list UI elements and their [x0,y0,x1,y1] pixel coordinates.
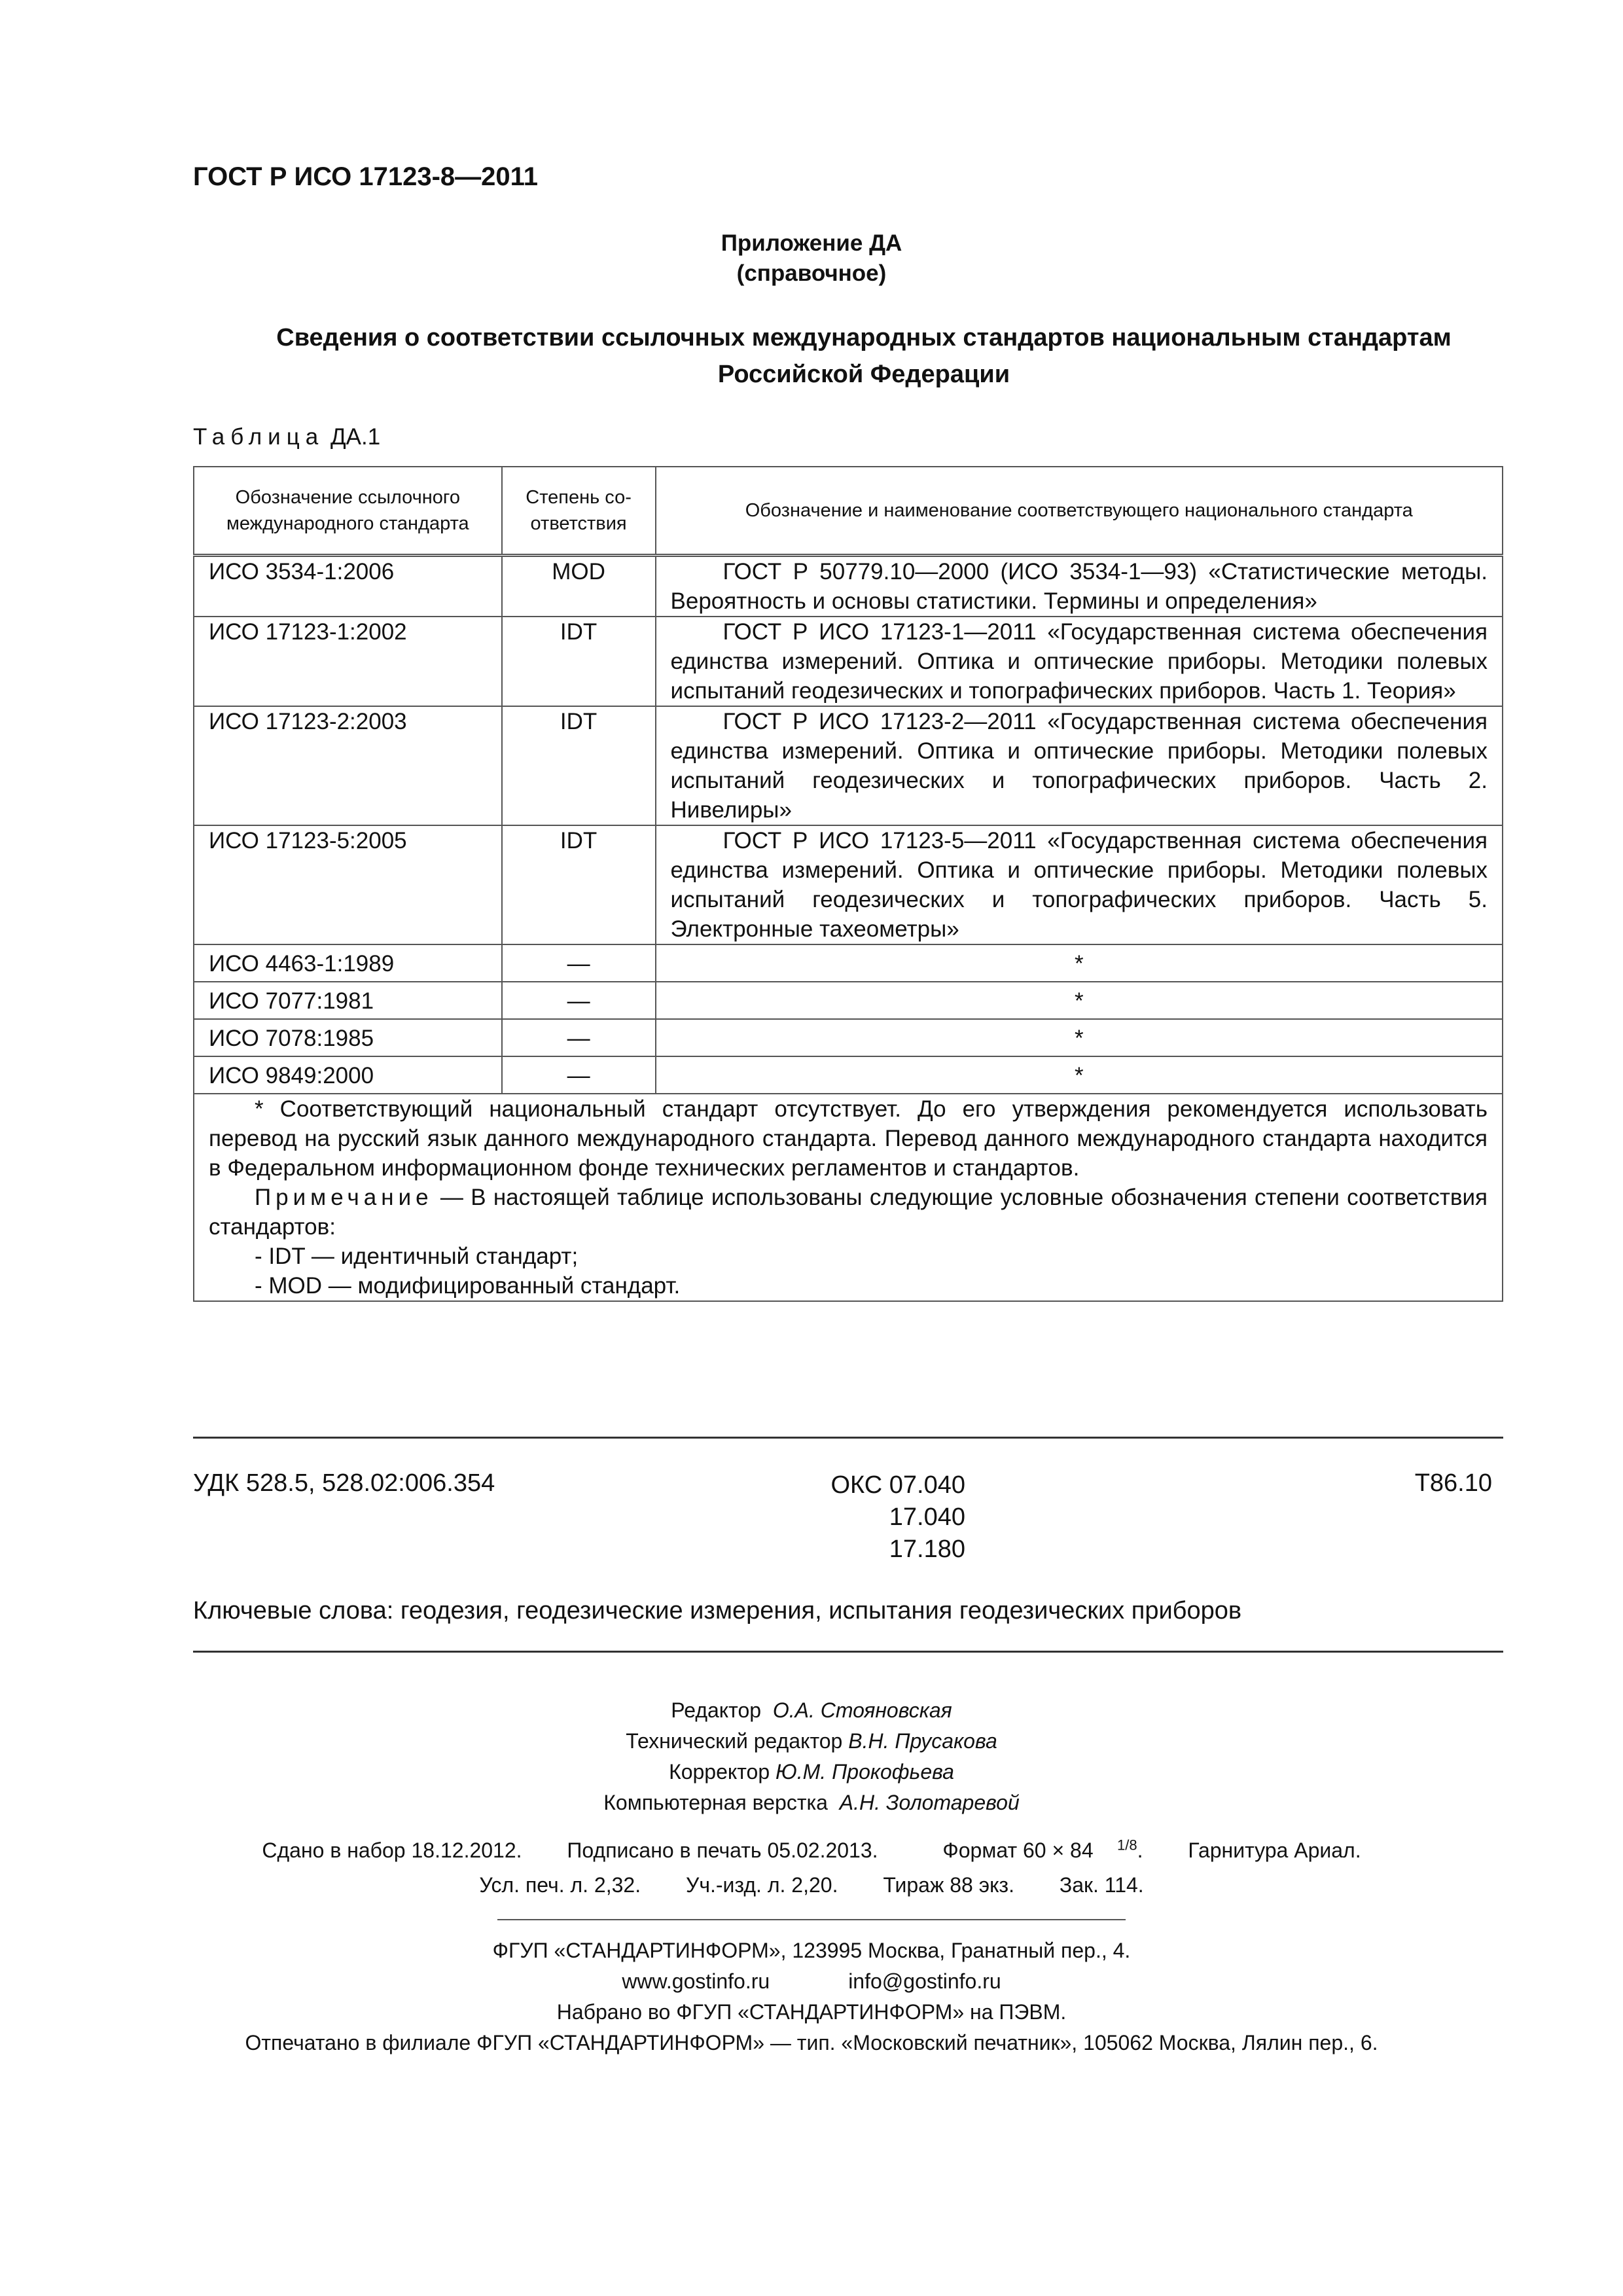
degree-cell: — [502,944,656,982]
oks-code: 17.180 [889,1535,965,1563]
credit-tech-editor [0,1726,1623,1757]
print-submitted: Сдано в набор 18.12.2012. [262,1838,522,1862]
annex-heading-line2: Российской Федерации [717,361,1010,388]
print-edition-sheets: Уч.-изд. л. 2,20. [685,1873,838,1897]
name-cell [656,556,1503,617]
print-font: Гарнитура Ариал. [1188,1838,1361,1862]
credit-person: Ю.М. Прокофьева [776,1760,954,1784]
divider-top [193,1437,1503,1439]
publisher-address: ФГУП «СТАНДАРТИНФОРМ», 123995 Москва, Гранатный пер., 4. [492,1939,1131,1962]
annex-heading [170,319,1558,393]
name-cell [656,825,1503,944]
note-paragraph [209,1183,1488,1242]
footnote-text: * Соответствующий национальный стандарт отсутствует. До его утверждения рекомендуется использовать перевод на русский язык данного международного стандарта. Перевод данного международного стандарта находится в Федеральном информационном фонде технических регламентов и стандартов. [209,1096,1488,1181]
print-copies: Тираж 88 экз. [883,1873,1014,1897]
credit-role: Технический редактор [626,1729,843,1753]
print-info-line2 [0,1873,1623,1897]
divider-short [497,1919,1126,1920]
credits [0,1695,1623,1818]
note-item: - MOD — модифицированный стандарт. [255,1273,681,1299]
oks-code: 17.040 [889,1503,965,1531]
document-code: ГОСТ Р ИСО 17123-8—2011 [193,162,538,191]
credit-layout [0,1787,1623,1818]
header-ref-standard: Обозначение ссылочного международного стандарта [194,467,502,556]
degree-cell: — [502,1056,656,1094]
name-cell [656,617,1503,706]
note-word: Примечание [255,1185,433,1210]
print-format-fraction: 1/8 [1117,1837,1137,1853]
name-cell: * [656,982,1503,1019]
name-text: ГОСТ Р ИСО 17123-5—2011 «Государственная система обеспечения единства измерений. Оптика и оптические приборы. Методики полевых испытаний геодезических и топографических приборов. Часть 5. Электронные тахеометры» [670,828,1488,942]
name-text: ГОСТ Р ИСО 17123-2—2011 «Государственная система обеспечения единства измерений. Оптика и оптические приборы. Методики полевых испытаний геодезических и топографических приборов. Часть 2. Нивелиры» [670,709,1488,823]
print-info-line1 [0,1837,1623,1863]
header-degree: Степень со-ответствия [502,467,656,556]
ref-cell: ИСО 9849:2000 [194,1056,502,1094]
publisher-info [0,1935,1623,2058]
degree-cell: IDT [502,617,656,706]
degree-cell: MOD [502,556,656,617]
credit-role: Редактор [671,1698,762,1722]
oks-codes [821,1469,965,1566]
header-national-standard: Обозначение и наименование соответствующего национального стандарта [656,467,1503,556]
ref-cell: ИСО 4463-1:1989 [194,944,502,982]
ref-cell: ИСО 17123-2:2003 [194,706,502,825]
divider-bottom [193,1651,1503,1653]
table-row [194,944,1503,982]
degree-cell: IDT [502,825,656,944]
credit-editor [0,1695,1623,1726]
degree-cell: — [502,1019,656,1056]
publisher-printed: Отпечатано в филиале ФГУП «СТАНДАРТИНФОРМ» — тип. «Московский печатник», 105062 Москва, Лялин пер., 6. [245,2031,1378,2054]
name-text: ГОСТ Р 50779.10—2000 (ИСО 3534-1—93) «Статистические методы. Вероятность и основы статистики. Термины и определения» [670,559,1488,614]
degree-cell: IDT [502,706,656,825]
ref-cell: ИСО 7078:1985 [194,1019,502,1056]
note-item: - IDT — идентичный стандарт; [255,1244,579,1269]
publisher-email[interactable]: info@gostinfo.ru [848,1969,1001,1993]
publisher-typeset: Набрано во ФГУП «СТАНДАРТИНФОРМ» на ПЭВМ. [556,2000,1067,2024]
table-row [194,617,1503,706]
credit-person: В.Н. Прусакова [848,1729,997,1753]
credit-role: Корректор [669,1760,770,1784]
table-label-word: Таблица [193,424,325,450]
ref-cell: ИСО 3534-1:2006 [194,556,502,617]
credit-person: А.Н. Золотаревой [839,1791,1020,1814]
note-text: — В настоящей таблице использованы следующие условные обозначения степени соответствия стандартов: [209,1185,1488,1240]
degree-cell: — [502,982,656,1019]
table-row [194,825,1503,944]
table-row [194,706,1503,825]
ref-cell: ИСО 7077:1981 [194,982,502,1019]
name-cell: * [656,1019,1503,1056]
table-label [193,424,380,450]
credit-person: О.А. Стояновская [772,1698,952,1722]
oks-code: ОКС 07.040 [830,1471,965,1499]
standards-table [193,466,1503,1302]
print-format-label: Формат 60 × 84 [942,1838,1094,1862]
name-text: ГОСТ Р ИСО 17123-1—2011 «Государственная система обеспечения единства измерений. Оптика и оптические приборы. Методики полевых испытаний геодезических и топографических приборов. Часть 1. Теория» [670,619,1488,704]
name-cell: * [656,1056,1503,1094]
classifier-code: Т86.10 [1414,1469,1492,1497]
table-header-row [194,467,1503,556]
credit-proofreader [0,1757,1623,1787]
print-order: Зак. 114. [1059,1873,1144,1897]
print-sheets: Усл. печ. л. 2,32. [479,1873,641,1897]
table-row [194,982,1503,1019]
print-signed: Подписано в печать 05.02.2013. [567,1838,878,1862]
annex-heading-line1: Сведения о соответствии ссылочных международных стандартов национальным стандартам [276,324,1452,351]
table-row [194,1019,1503,1056]
udk-code: УДК 528.5, 528.02:006.354 [193,1469,495,1497]
table-footnote [194,1094,1503,1301]
table-row [194,1056,1503,1094]
credit-role: Компьютерная верстка [603,1791,828,1814]
table-footnote-row [194,1094,1503,1301]
publisher-website[interactable]: www.gostinfo.ru [622,1969,770,1993]
print-format: Формат 60 × 84 $^{1/8}$. [942,1837,1143,1862]
keywords: Ключевые слова: геодезия, геодезические измерения, испытания геодезических приборов [193,1597,1242,1624]
table-row [194,556,1503,617]
annex-title: Приложение ДА [721,230,902,256]
name-cell: * [656,944,1503,982]
ref-cell: ИСО 17123-1:2002 [194,617,502,706]
annex-type: (справочное) [736,260,887,286]
name-cell [656,706,1503,825]
ref-cell: ИСО 17123-5:2005 [194,825,502,944]
table-label-number: ДА.1 [330,424,381,450]
publisher-contacts [0,1966,1623,1997]
